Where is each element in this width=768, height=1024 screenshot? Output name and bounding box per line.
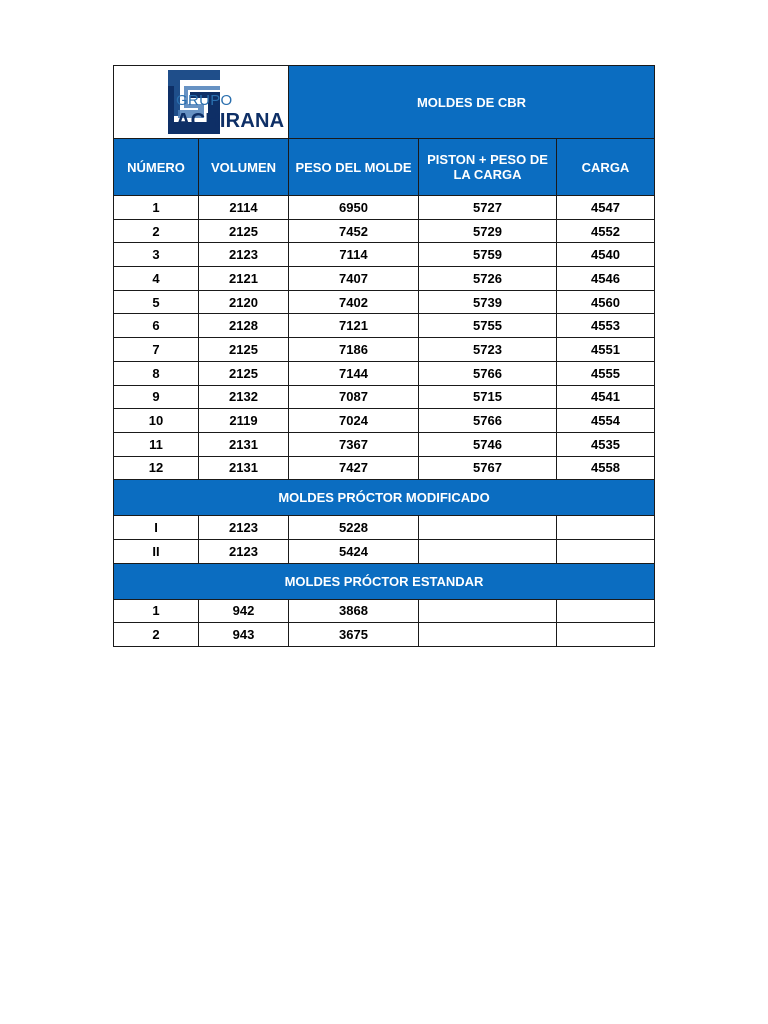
logo-text-grupo: GRUPO	[176, 92, 233, 109]
cell-peso-molde: 7144	[289, 361, 419, 385]
table-row	[114, 243, 655, 267]
cell-piston-peso-carga: 5766	[419, 409, 557, 433]
table-row	[114, 314, 655, 338]
cell-numero: 7	[114, 338, 199, 362]
cell-piston-peso-carga: 5746	[419, 432, 557, 456]
cell-piston-peso-carga: 5755	[419, 314, 557, 338]
cell-numero: 1	[114, 196, 199, 220]
cell-peso-molde: 7114	[289, 243, 419, 267]
cell-volumen: 2120	[199, 290, 289, 314]
cell-carga: 4552	[557, 219, 655, 243]
cell-carga	[557, 623, 655, 647]
cell-carga	[557, 599, 655, 623]
cell-volumen: 2132	[199, 385, 289, 409]
table-row	[114, 623, 655, 647]
cell-peso-molde: 7186	[289, 338, 419, 362]
cell-carga: 4540	[557, 243, 655, 267]
table-row	[114, 599, 655, 623]
cell-piston-peso-carga: 5729	[419, 219, 557, 243]
grupo-achirana-logo	[119, 70, 285, 134]
section-row	[114, 480, 655, 516]
section-title-proctor-modificado: MOLDES PRÓCTOR MODIFICADO	[114, 480, 655, 516]
cell-carga: 4541	[557, 385, 655, 409]
table-row	[114, 516, 655, 540]
cell-peso-molde: 6950	[289, 196, 419, 220]
cell-carga	[557, 539, 655, 563]
table-row	[114, 338, 655, 362]
cell-numero: 12	[114, 456, 199, 480]
cell-numero: 10	[114, 409, 199, 433]
cell-peso-molde: 7452	[289, 219, 419, 243]
cell-numero: II	[114, 539, 199, 563]
cell-piston-peso-carga: 5739	[419, 290, 557, 314]
cell-carga: 4560	[557, 290, 655, 314]
cell-peso-molde: 7427	[289, 456, 419, 480]
cell-numero: I	[114, 516, 199, 540]
cell-piston-peso-carga: 5726	[419, 267, 557, 291]
header-piston-peso-carga: PISTON + PESO DE LA CARGA	[419, 139, 557, 196]
cell-peso-molde: 7087	[289, 385, 419, 409]
cell-numero: 2	[114, 623, 199, 647]
section-title-proctor-estandar: MOLDES PRÓCTOR ESTANDAR	[114, 563, 655, 599]
cell-carga: 4547	[557, 196, 655, 220]
section-row	[114, 563, 655, 599]
cell-volumen: 943	[199, 623, 289, 647]
cbr-molds-table	[113, 65, 655, 647]
cell-volumen: 2119	[199, 409, 289, 433]
cell-carga: 4546	[557, 267, 655, 291]
cell-numero: 2	[114, 219, 199, 243]
table-title: MOLDES DE CBR	[289, 66, 655, 139]
cell-numero: 1	[114, 599, 199, 623]
cell-piston-peso-carga: 5715	[419, 385, 557, 409]
table-row	[114, 196, 655, 220]
cell-volumen: 2125	[199, 338, 289, 362]
cell-piston-peso-carga: 5766	[419, 361, 557, 385]
cell-peso-molde: 7121	[289, 314, 419, 338]
header-carga: CARGA	[557, 139, 655, 196]
cell-volumen: 2123	[199, 516, 289, 540]
cell-carga	[557, 516, 655, 540]
cell-carga: 4555	[557, 361, 655, 385]
cell-numero: 9	[114, 385, 199, 409]
table-row	[114, 539, 655, 563]
cell-numero: 3	[114, 243, 199, 267]
cell-carga: 4535	[557, 432, 655, 456]
cell-carga: 4558	[557, 456, 655, 480]
cell-volumen: 2123	[199, 539, 289, 563]
table-row	[114, 456, 655, 480]
header-numero: NÚMERO	[114, 139, 199, 196]
cell-piston-peso-carga	[419, 539, 557, 563]
logo-text-achirana: ACHIRANA	[176, 110, 285, 132]
cell-carga: 4554	[557, 409, 655, 433]
cell-carga: 4553	[557, 314, 655, 338]
cell-numero: 5	[114, 290, 199, 314]
cell-numero: 11	[114, 432, 199, 456]
cell-volumen: 2121	[199, 267, 289, 291]
cell-piston-peso-carga	[419, 599, 557, 623]
cell-volumen: 2128	[199, 314, 289, 338]
cell-volumen: 2131	[199, 456, 289, 480]
cell-peso-molde: 7024	[289, 409, 419, 433]
table-row	[114, 432, 655, 456]
cell-numero: 4	[114, 267, 199, 291]
cell-carga: 4551	[557, 338, 655, 362]
cell-numero: 8	[114, 361, 199, 385]
cell-volumen: 2125	[199, 361, 289, 385]
logo-cell	[114, 66, 289, 139]
header-volumen: VOLUMEN	[199, 139, 289, 196]
cell-volumen: 2123	[199, 243, 289, 267]
cell-peso-molde: 5228	[289, 516, 419, 540]
cell-piston-peso-carga: 5759	[419, 243, 557, 267]
cell-peso-molde: 3868	[289, 599, 419, 623]
cell-volumen: 942	[199, 599, 289, 623]
cell-piston-peso-carga	[419, 516, 557, 540]
cell-volumen: 2125	[199, 219, 289, 243]
cell-peso-molde: 7402	[289, 290, 419, 314]
table-row	[114, 361, 655, 385]
cell-peso-molde: 5424	[289, 539, 419, 563]
cell-piston-peso-carga	[419, 623, 557, 647]
header-peso-molde: PESO DEL MOLDE	[289, 139, 419, 196]
cell-piston-peso-carga: 5727	[419, 196, 557, 220]
table-row	[114, 385, 655, 409]
column-header-row	[114, 139, 655, 196]
table-row	[114, 409, 655, 433]
cell-piston-peso-carga: 5723	[419, 338, 557, 362]
cell-peso-molde: 7367	[289, 432, 419, 456]
cell-peso-molde: 3675	[289, 623, 419, 647]
table-row	[114, 267, 655, 291]
cell-peso-molde: 7407	[289, 267, 419, 291]
cell-volumen: 2114	[199, 196, 289, 220]
table-row	[114, 290, 655, 314]
table-row	[114, 219, 655, 243]
cell-numero: 6	[114, 314, 199, 338]
cell-volumen: 2131	[199, 432, 289, 456]
cell-piston-peso-carga: 5767	[419, 456, 557, 480]
